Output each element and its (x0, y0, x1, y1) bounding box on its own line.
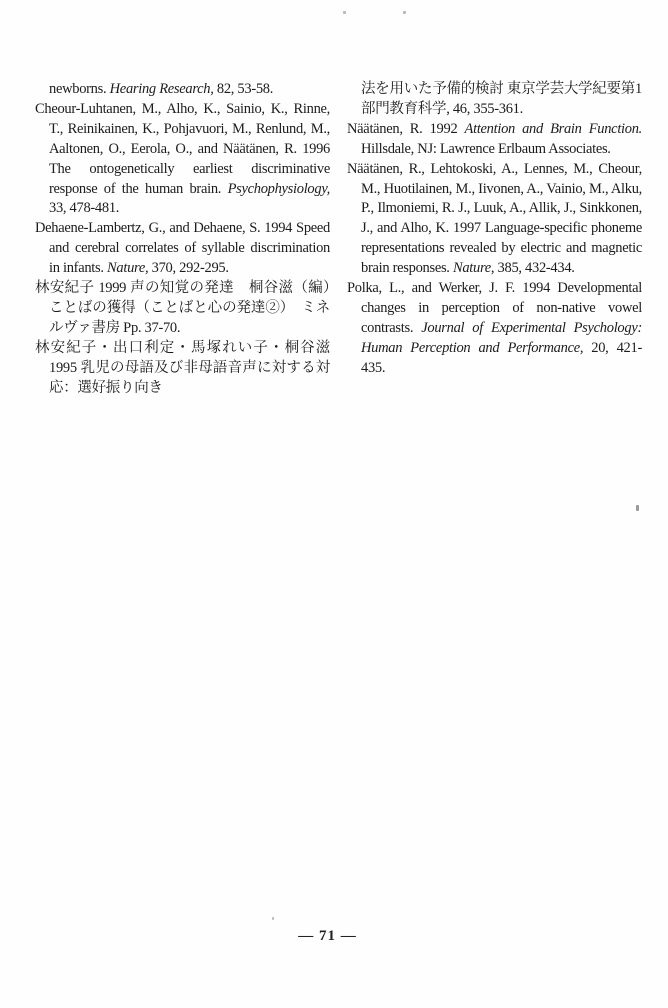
journal-title: Nature, (107, 260, 149, 277)
reference-text: newborns. (49, 81, 110, 97)
reference-text: Näätänen, R. 1992 (347, 120, 465, 137)
reference-entry (35, 219, 330, 279)
reference-text: 林安紀子・出口利定・馬塚れい子・桐谷滋 1995 乳児の母語及び非母語音声に対する対応：選好振り向き (35, 339, 330, 396)
column-left (35, 80, 345, 399)
reference-text: 林安紀子 1999 声の知覚の発達 桐谷滋（編） ことばの獲得（ことばと心の発達②） ミネルヴァ書房 Pp. 37-70. (35, 280, 345, 336)
reference-text: Polka, L., and Werker, J. F. 1994 Developmental changes in perception of non-native vowel contrasts. (347, 280, 642, 336)
reference-text: Cheour-Luhtanen, M., Alho, K., Sainio, K., Rinne, T., Reinikainen, K., Pohjavuori, M., Renlund, M., Aaltonen, O., Eerola, O., and Näätänen, R. 1996 The ontogenetically earliest discriminative response of the human brain. (35, 100, 330, 197)
reference-text: 82, 53-58. (213, 81, 274, 97)
reference-entry (35, 339, 330, 399)
references-section (0, 0, 668, 399)
journal-title: Nature, (452, 260, 495, 277)
journal-title: Hearing Research, (109, 81, 214, 97)
reference-text: Hillsdale, NJ: Lawrence Erlbaum Associates. (361, 140, 611, 157)
scan-artifact (636, 505, 639, 511)
reference-entry (347, 160, 642, 279)
reference-entry (35, 80, 330, 100)
journal-title: Attention and Brain Function. (464, 120, 643, 137)
reference-entry (347, 279, 642, 379)
page-number: — 71 — (298, 928, 357, 944)
reference-text: Näätänen, R., Lehtokoski, A., Lennes, M., Cheour, M., Huotilainen, M., Iivonen, A., Vainio, M., Alku, P., Ilmoniemi, R. J., Luuk, A., Allik, J., Sinkkonen, J., and Alho, K. 1997 Language-specific phoneme representations revealed by electric and magnetic brain responses. (347, 160, 642, 277)
journal-title: Psychophysiology, (227, 180, 330, 197)
reference-entry (347, 80, 642, 120)
column-right (347, 80, 642, 399)
reference-entry (347, 120, 642, 160)
reference-text: 33, 478-481. (49, 200, 120, 217)
scan-artifact (343, 11, 346, 14)
reference-entry (35, 100, 330, 219)
journal-title: Journal of Experimental Psychology: Human Perception and Performance, (361, 319, 642, 356)
reference-entry (35, 279, 345, 339)
scan-artifact (403, 11, 406, 14)
reference-text: 20, 421-435. (361, 339, 642, 376)
scan-artifact (272, 917, 274, 920)
reference-text: Dehaene-Lambertz, G., and Dehaene, S. 1994 Speed and cerebral correlates of syllable discrimination in infants. (35, 220, 330, 277)
reference-text: 370, 292-295. (148, 260, 229, 277)
reference-text: 法を用いた予備的検討 東京学芸大学紀要第1部門教育科学, 46, 355-361. (361, 81, 642, 117)
reference-text: 385, 432-434. (494, 260, 575, 277)
